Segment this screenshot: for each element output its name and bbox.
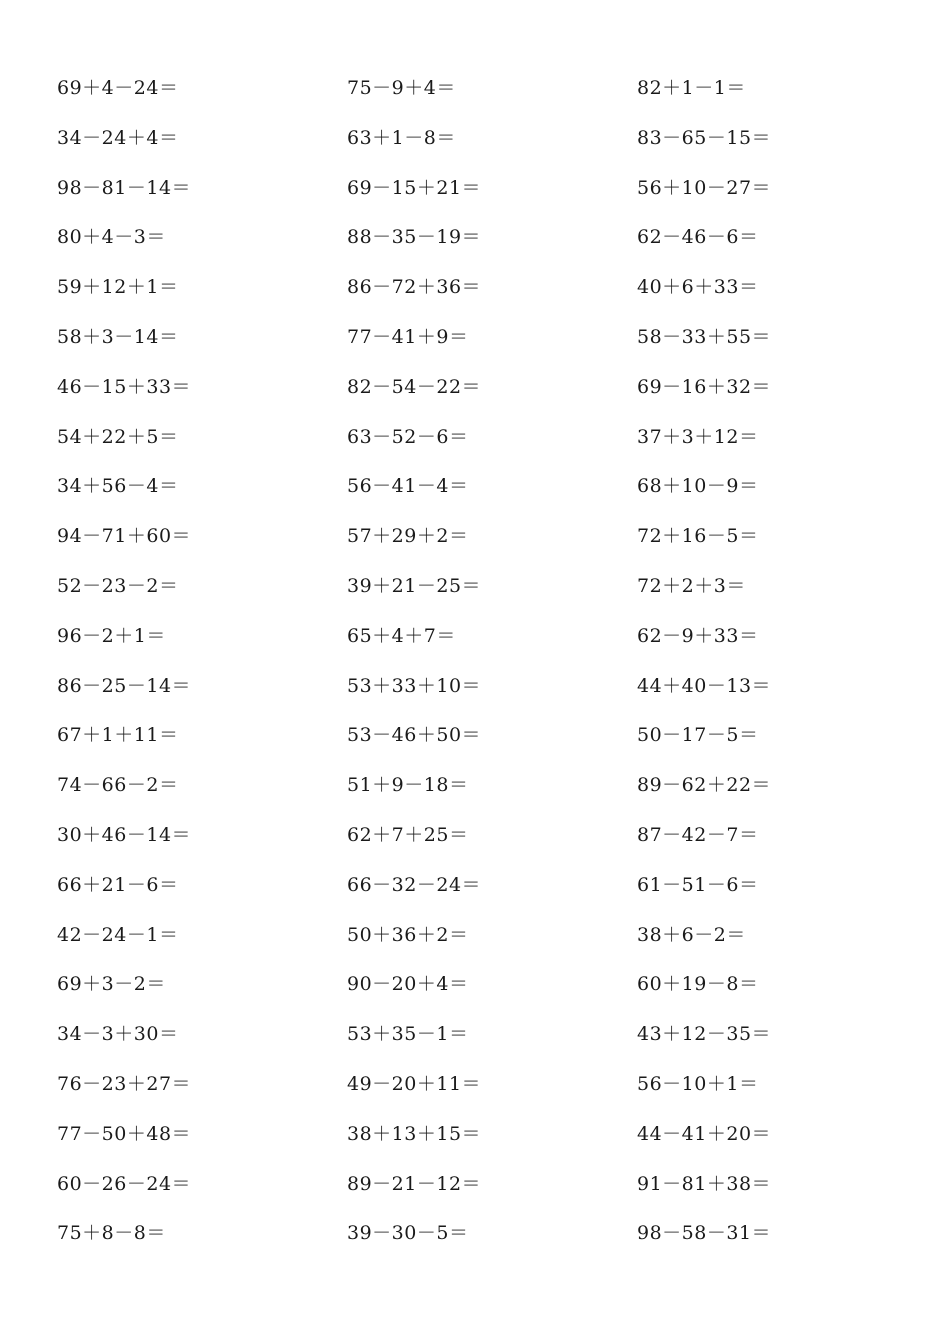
- arithmetic-problem: 88－35－19＝: [347, 226, 482, 249]
- arithmetic-problem: 51＋9－18＝: [347, 774, 469, 797]
- problem-row: [0, 270, 950, 304]
- arithmetic-problem: 56－10＋1＝: [637, 1073, 759, 1095]
- arithmetic-problem: 77－50＋48＝: [57, 1122, 192, 1145]
- problem-row: [0, 469, 950, 503]
- arithmetic-problem: 82＋1－1＝: [637, 77, 746, 99]
- arithmetic-problem: 44＋40－13＝: [637, 674, 772, 697]
- arithmetic-problem: 58＋3－14＝: [57, 326, 179, 348]
- arithmetic-problem: 69－16＋32＝: [637, 375, 772, 398]
- arithmetic-problem: 53＋35－1＝: [347, 1023, 469, 1046]
- arithmetic-problem: 50－17－5＝: [637, 724, 759, 747]
- arithmetic-problem: 50＋36＋2＝: [347, 923, 469, 946]
- arithmetic-problem: 63－52－6＝: [347, 425, 469, 448]
- arithmetic-problem: 52－23－2＝: [57, 575, 179, 597]
- arithmetic-problem: 61－51－6＝: [637, 873, 759, 896]
- arithmetic-problem: 42－24－1＝: [57, 923, 179, 946]
- arithmetic-problem: 87－42－7＝: [637, 824, 759, 846]
- arithmetic-problem: 39－30－5＝: [347, 1222, 469, 1245]
- problem-row: [0, 918, 950, 952]
- arithmetic-problem: 56＋10－27＝: [637, 176, 772, 199]
- arithmetic-problem: 65＋4＋7＝: [347, 624, 456, 647]
- arithmetic-problem: 56－41－4＝: [347, 475, 469, 498]
- problem-row: [0, 1117, 950, 1151]
- arithmetic-problem: 30＋46－14＝: [57, 824, 192, 846]
- problem-row: [0, 171, 950, 205]
- problem-row: [0, 1167, 950, 1201]
- arithmetic-problem: 74－66－2＝: [57, 774, 179, 797]
- arithmetic-problem: 38＋13＋15＝: [347, 1122, 482, 1145]
- problem-row: [0, 370, 950, 404]
- arithmetic-problem: 69＋3－2＝: [57, 973, 166, 996]
- arithmetic-problem: 86－72＋36＝: [347, 276, 482, 299]
- arithmetic-problem: 86－25－14＝: [57, 674, 192, 697]
- arithmetic-problem: 76－23＋27＝: [57, 1073, 192, 1095]
- arithmetic-problem: 46－15＋33＝: [57, 375, 192, 398]
- arithmetic-problem: 72＋16－5＝: [637, 525, 759, 548]
- arithmetic-problem: 59＋12＋1＝: [57, 276, 179, 299]
- arithmetic-problem: 44－41＋20＝: [637, 1122, 772, 1145]
- arithmetic-problem: 66－32－24＝: [347, 873, 482, 896]
- problem-row: [0, 619, 950, 653]
- arithmetic-problem: 89－21－12＝: [347, 1172, 482, 1195]
- arithmetic-problem: 75＋8－8＝: [57, 1222, 166, 1245]
- problem-row: [0, 420, 950, 454]
- arithmetic-problem: 62－46－6＝: [637, 226, 759, 249]
- arithmetic-problem: 60－26－24＝: [57, 1172, 192, 1195]
- problem-row: [0, 768, 950, 802]
- arithmetic-problem: 68＋10－9＝: [637, 475, 759, 498]
- arithmetic-problem: 54＋22＋5＝: [57, 425, 179, 448]
- arithmetic-problem: 89－62＋22＝: [637, 774, 772, 797]
- arithmetic-problem: 53－46＋50＝: [347, 724, 482, 747]
- arithmetic-problem: 58－33＋55＝: [637, 326, 772, 348]
- arithmetic-problem: 57＋29＋2＝: [347, 525, 469, 548]
- problem-row: [0, 220, 950, 254]
- problem-row: [0, 967, 950, 1001]
- arithmetic-problem: 69＋4－24＝: [57, 77, 179, 99]
- arithmetic-problem: 62＋7＋25＝: [347, 824, 469, 846]
- problem-row: [0, 320, 950, 354]
- arithmetic-problem: 37＋3＋12＝: [637, 425, 759, 448]
- arithmetic-problem: 34－3＋30＝: [57, 1023, 179, 1046]
- problem-row: [0, 818, 950, 852]
- arithmetic-problem: 80＋4－3＝: [57, 226, 166, 249]
- arithmetic-problem: 34－24＋4＝: [57, 126, 179, 149]
- problem-row: [0, 1017, 950, 1051]
- arithmetic-problem: 75－9＋4＝: [347, 77, 456, 99]
- problem-row: [0, 71, 950, 105]
- arithmetic-problem: 62－9＋33＝: [637, 624, 759, 647]
- arithmetic-problem: 49－20＋11＝: [347, 1073, 482, 1095]
- problem-row: [0, 718, 950, 752]
- arithmetic-problem: 82－54－22＝: [347, 375, 482, 398]
- arithmetic-problem: 67＋1＋11＝: [57, 724, 179, 747]
- arithmetic-problem: 53＋33＋10＝: [347, 674, 482, 697]
- arithmetic-problem: 40＋6＋33＝: [637, 276, 759, 299]
- arithmetic-problem: 60＋19－8＝: [637, 973, 759, 996]
- problem-row: [0, 669, 950, 703]
- arithmetic-problem: 69－15＋21＝: [347, 176, 482, 199]
- arithmetic-problem: 98－58－31＝: [637, 1222, 772, 1245]
- arithmetic-problem: 96－2＋1＝: [57, 624, 166, 647]
- arithmetic-problem: 83－65－15＝: [637, 126, 772, 149]
- arithmetic-problem: 72＋2＋3＝: [637, 575, 746, 597]
- arithmetic-problem: 90－20＋4＝: [347, 973, 469, 996]
- arithmetic-problem: 34＋56－4＝: [57, 475, 179, 498]
- arithmetic-problem: 94－71＋60＝: [57, 525, 192, 548]
- arithmetic-problem: 91－81＋38＝: [637, 1172, 772, 1195]
- problem-row: [0, 121, 950, 155]
- problem-row: [0, 569, 950, 603]
- problem-row: [0, 868, 950, 902]
- arithmetic-problem: 66＋21－6＝: [57, 873, 179, 896]
- problem-row: [0, 519, 950, 553]
- arithmetic-problem: 43＋12－35＝: [637, 1023, 772, 1046]
- arithmetic-problem: 63＋1－8＝: [347, 126, 456, 149]
- arithmetic-problem: 39＋21－25＝: [347, 575, 482, 597]
- arithmetic-problem: 98－81－14＝: [57, 176, 192, 199]
- arithmetic-problem: 38＋6－2＝: [637, 923, 746, 946]
- problem-row: [0, 1216, 950, 1250]
- arithmetic-problem: 77－41＋9＝: [347, 326, 469, 348]
- problem-row: [0, 1067, 950, 1101]
